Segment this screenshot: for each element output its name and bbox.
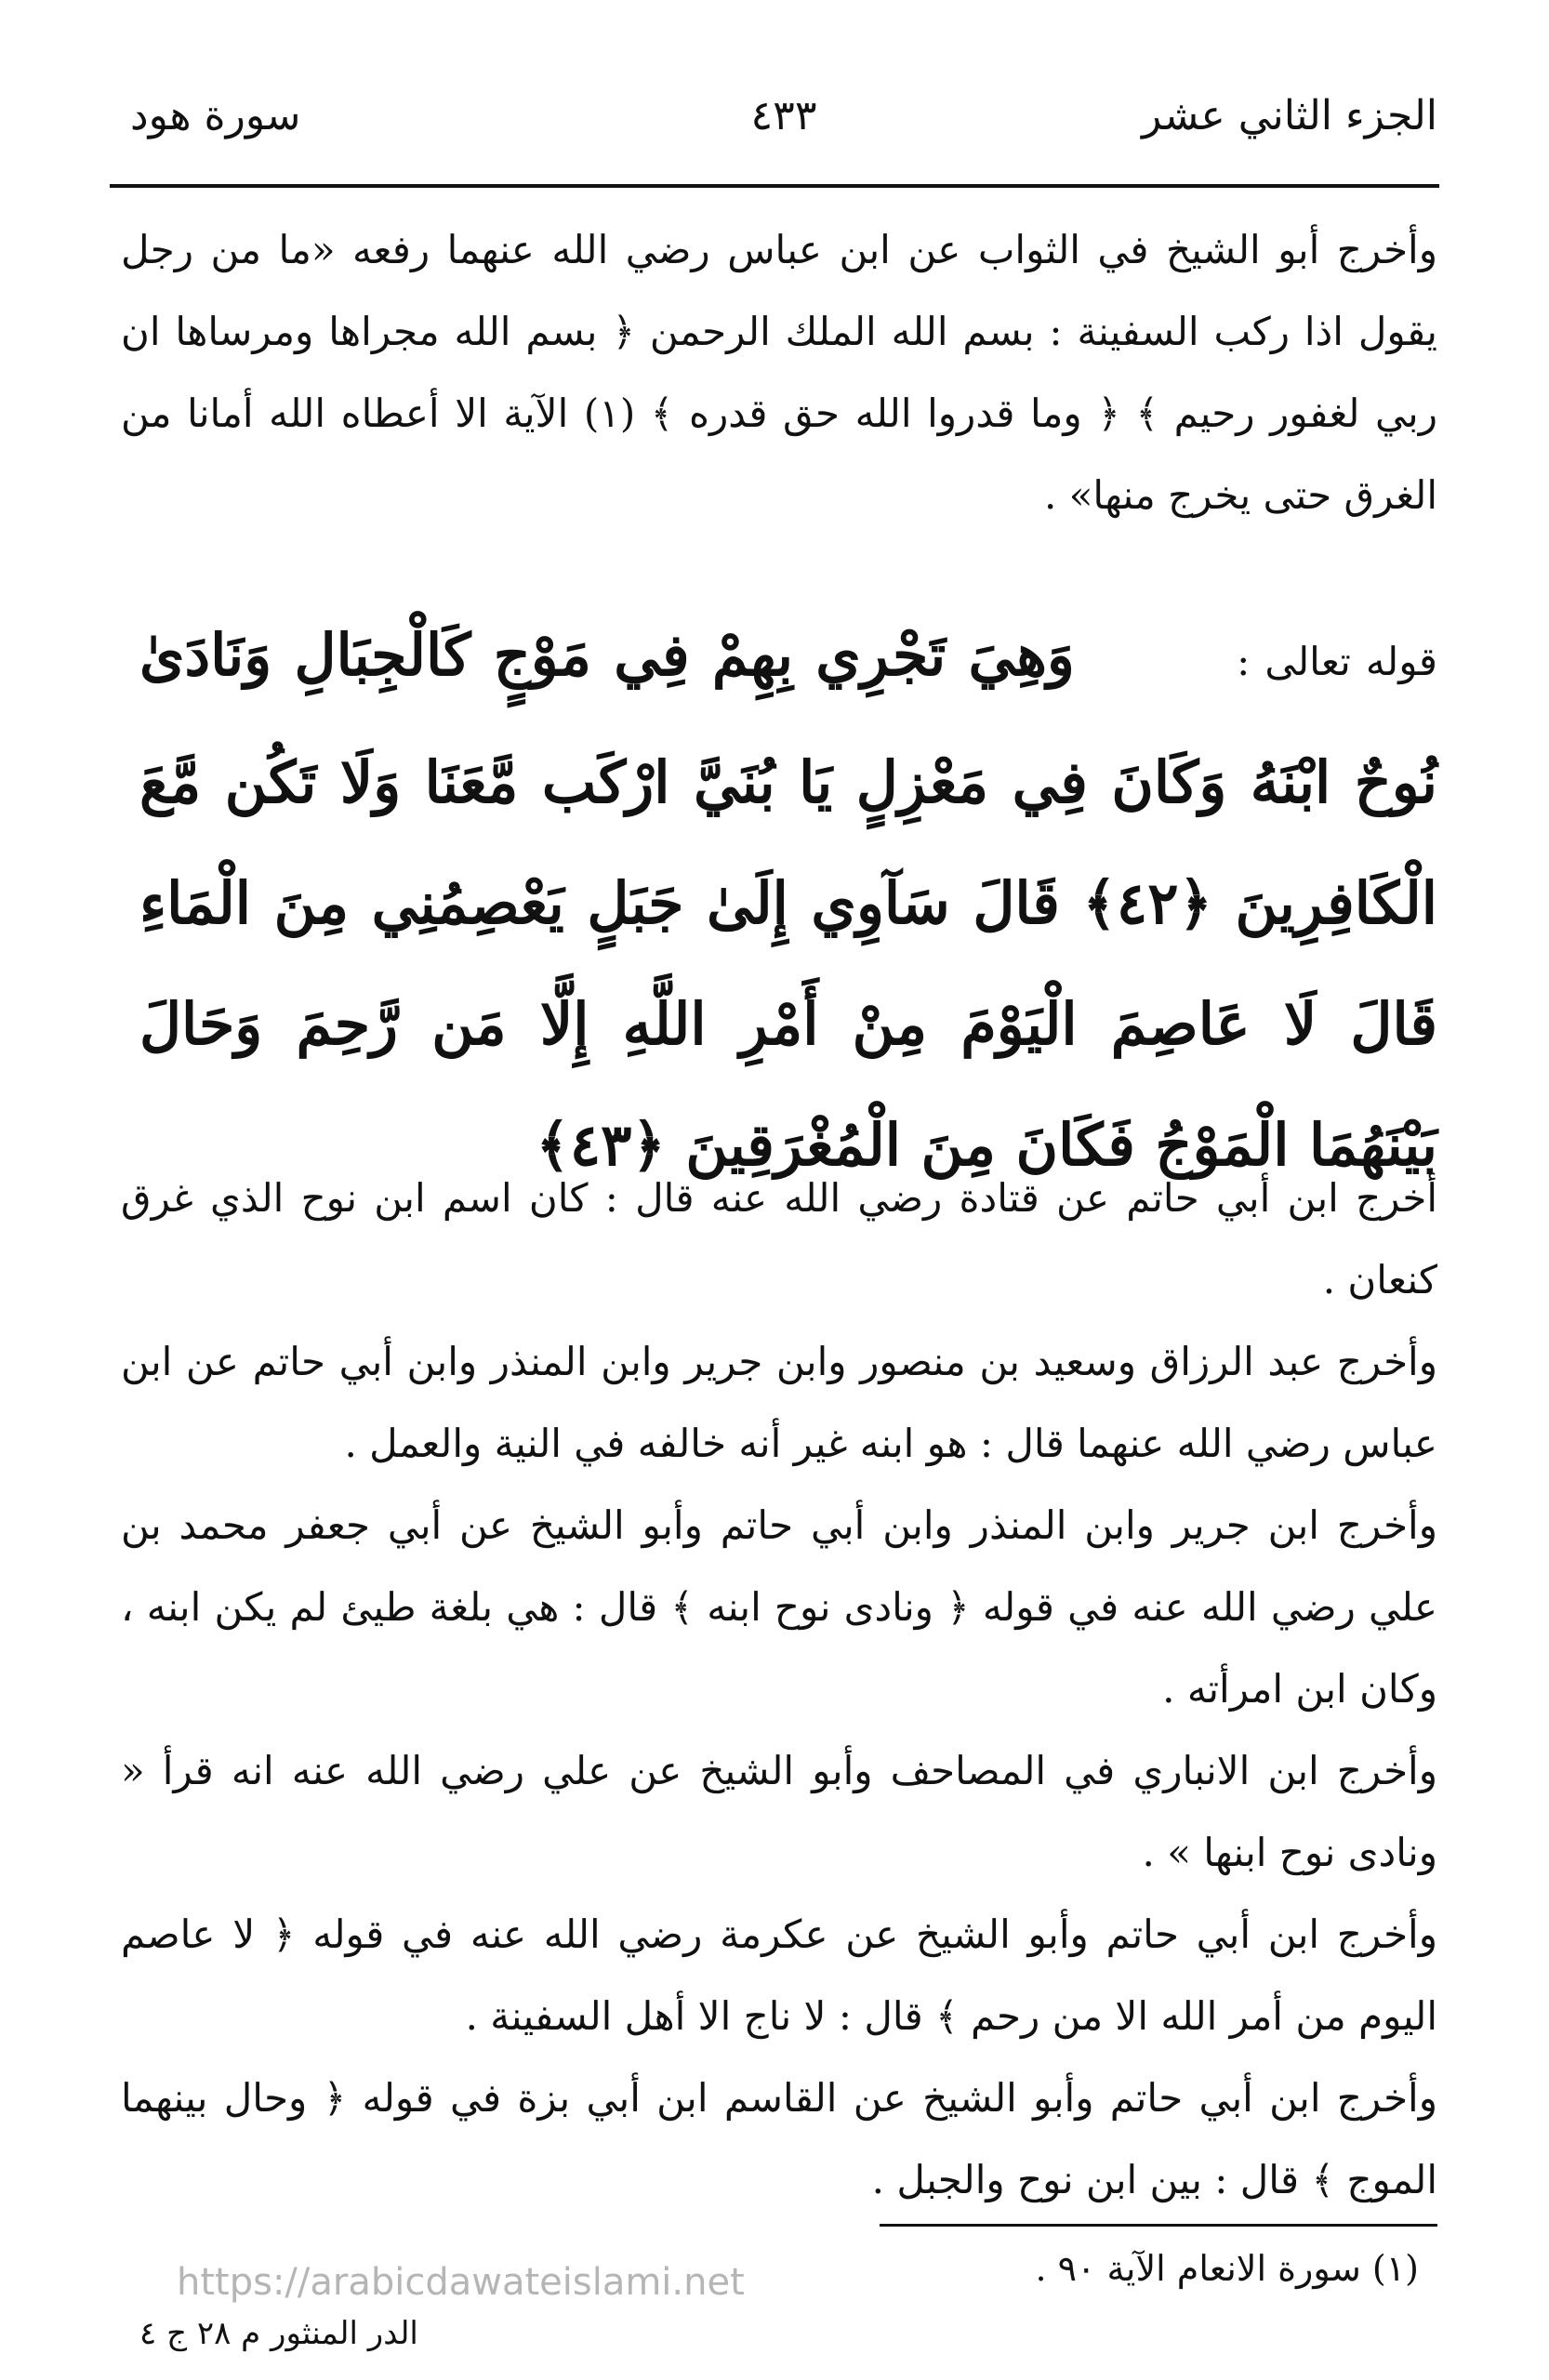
commentary-paragraph: أخرج ابن أبي حاتم عن قتادة رضي الله عنه قال : كان اسم ابن نوح الذي غرق كنعان .	[121, 1175, 1437, 1302]
commentary-block	[121, 1157, 1437, 2221]
commentary-paragraph: وأخرج ابن جرير وابن المنذر وابن أبي حاتم وأبو الشيخ عن أبي جعفر محمد بن علي رضي الله عنه في قوله ﴿ ونادى نوح ابنه ﴾ قال : هي بلغة طيئ لم يكن ابنه ، وكان ابن امرأته .	[121, 1502, 1437, 1712]
commentary-paragraph: وأخرج ابن أبي حاتم وأبو الشيخ عن عكرمة رضي الله عنه في قوله ﴿ لا عاصم اليوم من أمر الله الا من رحم ﴾ قال : لا ناج الا أهل السفينة .	[121, 1911, 1437, 2039]
footnote: (١) سورة الانعام الآية ٩٠ .	[1035, 2248, 1419, 2289]
quran-verse: وَهِيَ تَجْرِي بِهِمْ فِي مَوْجٍ كَالْجِبَالِ وَنَادَىٰ نُوحٌ ابْنَهُ وَكَانَ فِي مَعْزِلٍ يَا بُنَيَّ ارْكَب مَّعَنَا وَلَا تَكُن مَّعَ الْكَافِرِينَ ﴿٤٢﴾ قَالَ سَآوِي إِلَىٰ جَبَلٍ يَعْصِمُنِي مِنَ الْمَاءِ قَالَ لَا عَاصِمَ الْيَوْمَ مِنْ أَمْرِ اللَّهِ إِلَّا مَن رَّحِمَ وَحَالَ بَيْنَهُمَا الْمَوْجُ فَكَانَ مِنَ الْمُغْرَقِينَ ﴿٤٣﴾	[139, 621, 1437, 1179]
commentary-paragraph: وأخرج عبد الرزاق وسعيد بن منصور وابن جرير وابن المنذر وابن أبي حاتم عن ابن عباس رضي الله عنهما قال : هو ابنه غير أنه خالفه في النية والعمل .	[121, 1339, 1437, 1466]
intro-paragraph: وأخرج أبو الشيخ في الثواب عن ابن عباس رضي الله عنهما رفعه «ما من رجل يقول اذا ركب السفينة : بسم الله الملك الرحمن ﴿ بسم الله مجراها ومرساها ان ربي لغفور رحيم ﴾ ﴿ وما قدروا الله حق قدره ﴾ (١) الآية الا أعطاه الله أمانا من الغرق حتى يخرج منها» .	[121, 227, 1437, 518]
part-label: الجزء الثاني عشر	[1142, 92, 1437, 139]
surah-label: سورة هود	[130, 92, 301, 139]
header-divider	[110, 184, 1439, 188]
print-signature: الدر المنثور م ٢٨ ج ٤	[139, 2315, 418, 2352]
intro-block	[121, 209, 1437, 536]
quran-block	[139, 595, 1437, 1206]
page-number: ٤٣٣	[750, 92, 817, 139]
quran-lead: قوله تعالى :	[1237, 639, 1437, 684]
watermark-url: https://arabicdawateislami.net	[177, 2261, 745, 2304]
commentary-paragraph: وأخرج ابن أبي حاتم وأبو الشيخ عن القاسم ابن أبي بزة في قوله ﴿ وحال بينهما الموج ﴾ قال : بين ابن نوح والجبل .	[121, 2075, 1437, 2202]
commentary-paragraph: وأخرج ابن الانباري في المصاحف وأبو الشيخ عن علي رضي الله عنه انه قرأ « ونادى نوح ابنها » .	[121, 1748, 1437, 1875]
page-header	[130, 79, 1437, 163]
footnote-divider	[880, 2224, 1437, 2227]
